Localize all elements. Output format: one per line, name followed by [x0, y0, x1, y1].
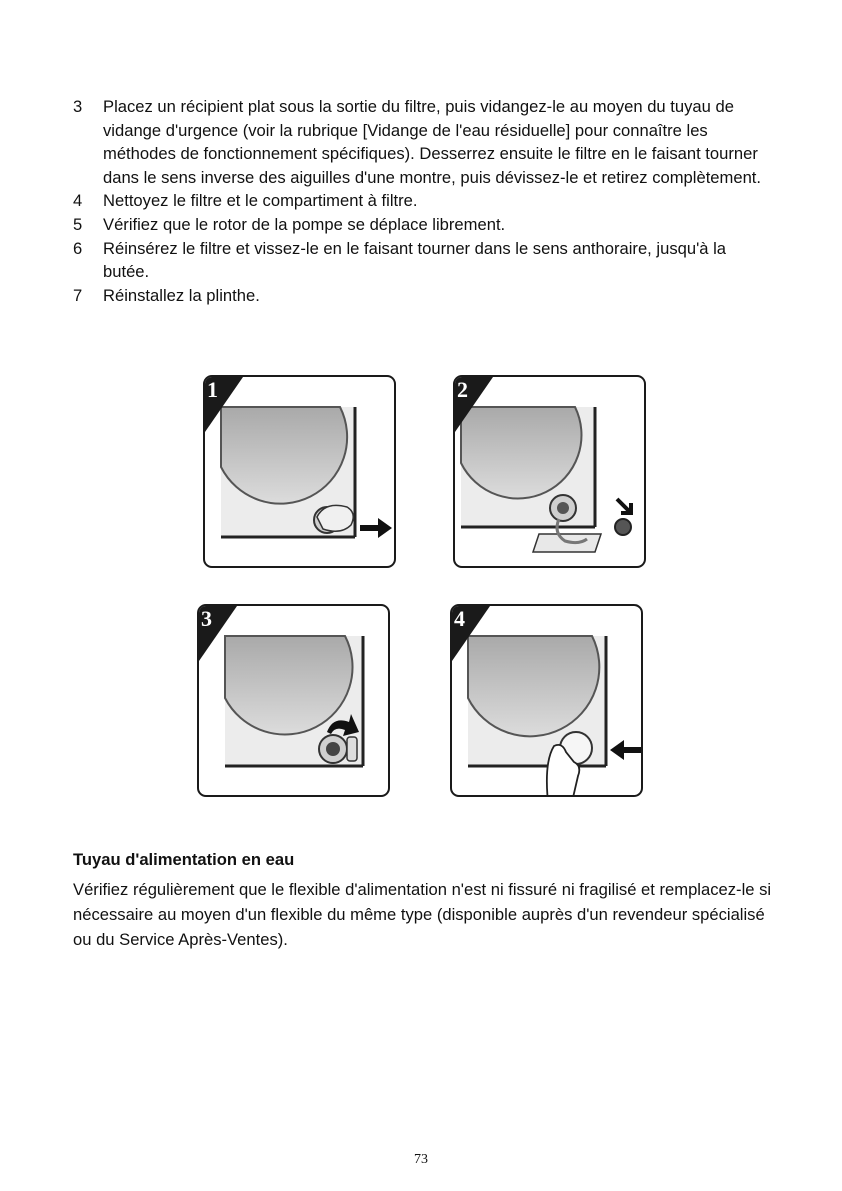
figure-label: 4 — [454, 606, 465, 631]
step-text: Placez un récipient plat sous la sortie du filtre, puis vidangez-le au moyen du tuyau de vidange d'urgence (voir la rubrique [Vidange de l'eau résiduelle] pour connaître les méthodes de fonctionnement spécifiques). Desserrez ensuite le filtre en le faisant tourner dans le sens inverse des aiguilles d'une montre, puis dévissez-le et retirez complètement. — [103, 97, 762, 187]
figure-4-panel — [450, 604, 643, 797]
filter-screw-back-icon — [199, 606, 390, 797]
step-4 — [73, 189, 763, 213]
section-body: Vérifiez régulièrement que le flexible d'alimentation n'est ni fissuré ni fragilisé et remplacez-le si nécessaire au moyen d'un flexible du même type (disponible auprès d'un revendeur spécialisé ou du Service Après-Ventes). — [73, 880, 772, 949]
step-6 — [73, 237, 763, 284]
step-number: 7 — [73, 285, 83, 305]
step-number: 5 — [73, 214, 83, 234]
figure-2-panel — [453, 375, 646, 568]
figure-1-panel — [203, 375, 396, 568]
step-number: 6 — [73, 238, 83, 258]
step-text: Réinstallez la plinthe. — [103, 285, 260, 305]
step-text: Réinsérez le filtre et vissez-le en le faisant tourner dans le sens anthoraire, jusqu'à la butée. — [103, 238, 726, 282]
step-7 — [73, 284, 763, 308]
step-text: Nettoyez le filtre et le compartiment à filtre. — [103, 191, 418, 211]
step-text: Vérifiez que le rotor de la pompe se déplace librement. — [103, 214, 506, 234]
page-number: 73 — [414, 1152, 428, 1167]
figure-label: 2 — [457, 377, 468, 402]
water-supply-hose-section — [73, 849, 773, 952]
instruction-steps — [73, 95, 763, 307]
figure-label: 1 — [207, 377, 218, 402]
section-heading: Tuyau d'alimentation en eau — [73, 850, 295, 869]
figure-3-panel — [197, 604, 390, 797]
close-plinth-icon — [452, 606, 643, 797]
step-3 — [73, 95, 763, 189]
drain-into-tray-icon — [455, 377, 646, 568]
filter-unscrew-icon — [205, 377, 396, 568]
step-number: 3 — [73, 97, 83, 116]
step-number: 4 — [73, 191, 83, 211]
figure-label: 3 — [201, 606, 212, 631]
step-5 — [73, 213, 763, 237]
